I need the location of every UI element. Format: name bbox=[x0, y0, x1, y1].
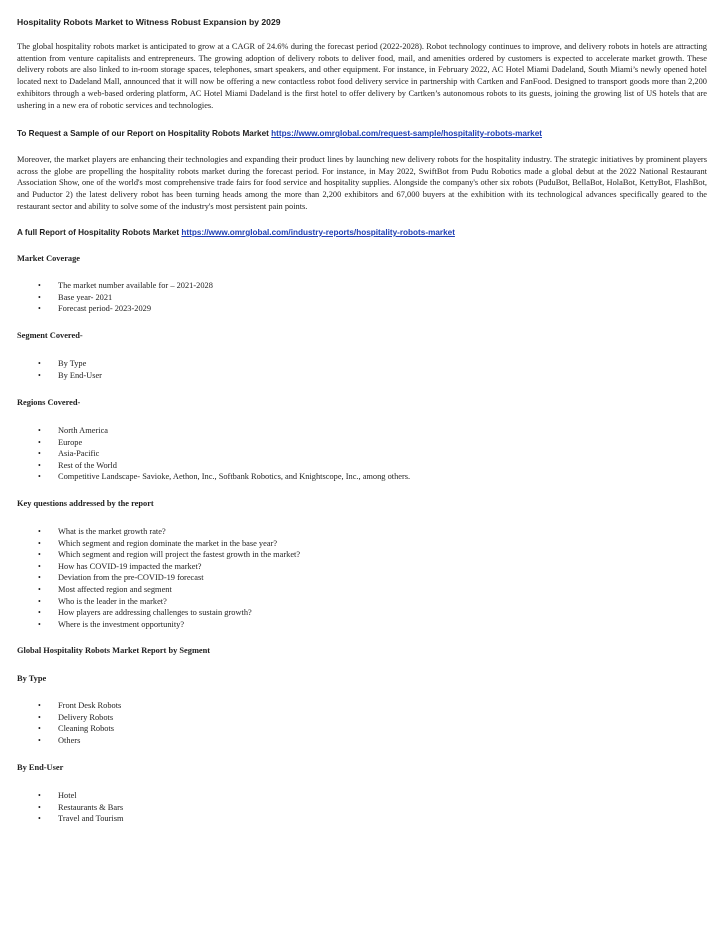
market-coverage-list bbox=[38, 280, 213, 315]
list-item: • Hotel bbox=[38, 790, 123, 802]
list-item: • Which segment and region will project the fastest growth in the market? bbox=[38, 549, 300, 561]
full-report-link[interactable]: https://www.omrglobal.com/industry-reports/hospitality-robots-market bbox=[181, 228, 455, 237]
segment-covered-heading: Segment Covered- bbox=[17, 331, 83, 340]
list-item: • By End-User bbox=[38, 370, 102, 382]
list-item: • Restaurants & Bars bbox=[38, 802, 123, 814]
by-type-list bbox=[38, 700, 121, 746]
key-questions-list bbox=[38, 526, 300, 630]
list-item: • How has COVID-19 impacted the market? bbox=[38, 561, 300, 573]
market-coverage-heading: Market Coverage bbox=[17, 254, 81, 263]
intro-paragraph: The global hospitality robots market is anticipated to grow at a CAGR of 24.6% during the forecast period (2022-2028). Robot technology continues to improve, and delivery robots in hotels are attracting attention from venture capitalists and entrepreneurs. The growing adoption of delivery robots to deliver food, mail, and amenities ordered by customers is expected to accelerate market growth. These delivery robots are also linked to in-room storage spaces, telephones, smart speakers, and other equipment. For instance, in February 2022, AC Hotel Miami Dadeland, South Miami’s newly opened hotel located next to Dadeland Mall, announced that it will now be offering a new contactless robot food delivery service in partnership with Cartken and FanFood. Designed to transport goods more than 2,200 exhibitors through a web-based ordering platform, AC Hotel Miami Dadeland is the first hotel to offer delivery by Cartken’s autonomous robots to its guests, joining the growing list of US hotels that are ushering in a new era of robotic services and technologies. bbox=[17, 42, 707, 110]
list-item: • Which segment and region dominate the market in the base year? bbox=[38, 538, 300, 550]
players-paragraph: Moreover, the market players are enhancing their technologies and expanding their product lines by launching new delivery robots for the hospitality industry. The strategic initiatives by prominent players across the globe are propelling the hospitality robots market during the forecast period. For instance, in May 2022, SwiftBot from Pudu Robotics made a global debut at the 2022 National Restaurant Association Show, one of the world's most comprehensive trade fairs for food service and hospitality supplies. Alongside the company's other six robots (PuduBot, BellaBot, HolaBot, KettyBot, FlashBot, and Puductor 2) the latest delivery robot has been turning heads among the more than 2,200 exhibitors and 67,000 buyers at the exhibition with its technological advances specifically geared to the restaurant sector and ability to solve some of the industry's most persistent pain points. bbox=[17, 155, 707, 211]
full-report-line bbox=[17, 228, 455, 237]
by-type-heading: By Type bbox=[17, 674, 47, 683]
list-item: • Front Desk Robots bbox=[38, 700, 121, 712]
by-end-user-heading: By End-User bbox=[17, 763, 64, 772]
list-item: • Who is the leader in the market? bbox=[38, 596, 300, 608]
list-item: • Forecast period- 2023-2029 bbox=[38, 303, 213, 315]
regions-covered-list bbox=[38, 425, 410, 483]
segment-covered-list bbox=[38, 358, 102, 381]
list-item: • The market number available for – 2021-2028 bbox=[38, 280, 213, 292]
list-item: • Travel and Tourism bbox=[38, 813, 123, 825]
list-item: • Deviation from the pre-COVID-19 forecast bbox=[38, 572, 300, 584]
segment-report-heading: Global Hospitality Robots Market Report by Segment bbox=[17, 646, 211, 655]
list-item: • By Type bbox=[38, 358, 102, 370]
key-questions-heading: Key questions addressed by the report bbox=[17, 499, 154, 508]
list-item: • Cleaning Robots bbox=[38, 723, 121, 735]
document-title: Hospitality Robots Market to Witness Robust Expansion by 2029 bbox=[17, 17, 281, 27]
list-item: • Europe bbox=[38, 437, 410, 449]
regions-covered-heading: Regions Covered- bbox=[17, 398, 81, 407]
sample-request-link[interactable]: https://www.omrglobal.com/request-sample/hospitality-robots-market bbox=[271, 129, 542, 138]
list-item: • Asia-Pacific bbox=[38, 448, 410, 460]
list-item: • Rest of the World bbox=[38, 460, 410, 472]
full-report-label: A full Report of Hospitality Robots Market bbox=[17, 228, 180, 237]
sample-request-line bbox=[17, 129, 542, 138]
list-item: • How players are addressing challenges to sustain growth? bbox=[38, 607, 300, 619]
list-item: • Others bbox=[38, 735, 121, 747]
sample-request-label: To Request a Sample of our Report on Hospitality Robots Market bbox=[17, 129, 269, 138]
list-item: • What is the market growth rate? bbox=[38, 526, 300, 538]
list-item: • Most affected region and segment bbox=[38, 584, 300, 596]
list-item: • North America bbox=[38, 425, 410, 437]
list-item: • Where is the investment opportunity? bbox=[38, 619, 300, 631]
list-item: • Base year- 2021 bbox=[38, 292, 213, 304]
list-item: • Delivery Robots bbox=[38, 712, 121, 724]
by-end-user-list bbox=[38, 790, 123, 825]
list-item: • Competitive Landscape- Savioke, Aethon, Inc., Softbank Robotics, and Knightscope, Inc., among others. bbox=[38, 471, 410, 483]
